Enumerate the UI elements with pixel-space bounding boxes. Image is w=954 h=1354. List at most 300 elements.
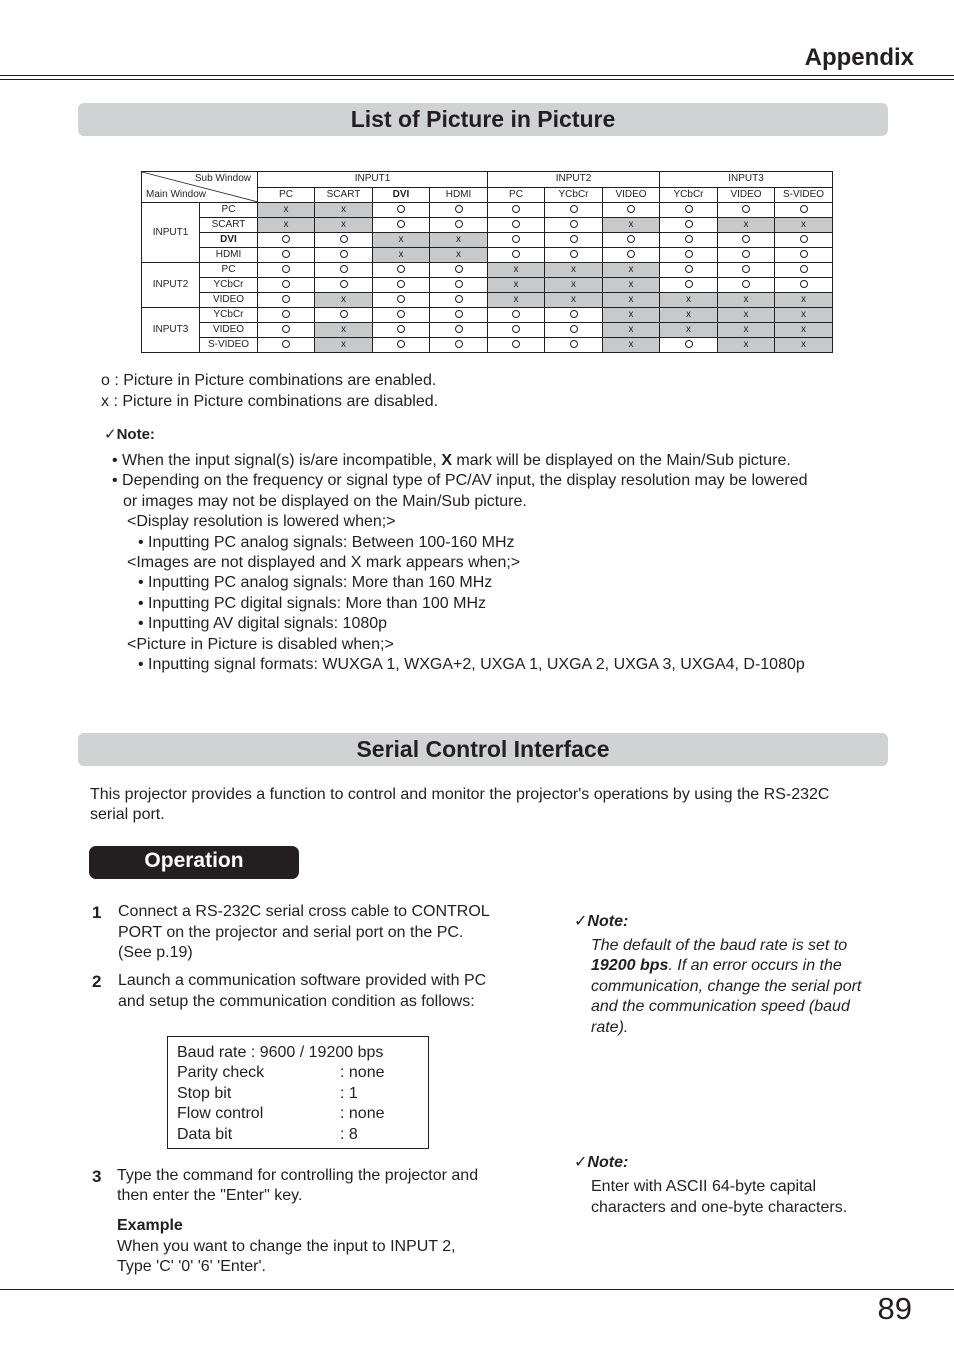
pip-cell — [660, 293, 718, 308]
step-number: 3 — [92, 1167, 102, 1186]
pip-cell — [660, 248, 718, 263]
circle-mark — [397, 265, 405, 273]
x-mark-bold: X — [441, 452, 452, 469]
pip-sub-group: INPUT3 — [660, 172, 833, 188]
setting-name: Flow control — [177, 1105, 264, 1122]
circle-mark — [455, 325, 463, 333]
pip-cell — [545, 263, 603, 278]
setting-value: : 1 — [340, 1085, 358, 1102]
serial-section-header: Serial Control Interface — [78, 733, 888, 766]
setting-name: Stop bit — [177, 1085, 232, 1102]
pip-sub-column: S-VIDEO — [775, 187, 833, 203]
pip-note-line: • Inputting AV digital signals: 1080p — [138, 615, 388, 632]
circle-mark — [800, 205, 808, 213]
pip-cell — [430, 248, 488, 263]
pip-note-line: • Inputting signal formats: WUXGA 1, WXGA+2, UXGA 1, UXGA 2, UXGA 3, UXGA4, D-1080p — [138, 656, 805, 673]
x-mark: x — [341, 339, 346, 350]
pip-sub-column: SCART — [315, 187, 373, 203]
circle-mark — [800, 265, 808, 273]
circle-mark — [455, 310, 463, 318]
pip-row — [142, 203, 833, 218]
x-mark: x — [513, 264, 519, 275]
pip-cell — [488, 248, 545, 263]
operation-heading: Operation — [89, 846, 299, 879]
pip-cell — [718, 278, 775, 293]
check-icon: ✓ — [574, 1154, 588, 1171]
pip-cell — [545, 218, 603, 233]
circle-mark — [570, 340, 578, 348]
pip-cell — [660, 233, 718, 248]
step-text: Connect a RS-232C serial cross cable to CONTROL — [118, 903, 490, 920]
pip-cell — [775, 308, 833, 323]
page-number: 89 — [877, 1291, 912, 1326]
pip-main-input: DVI — [200, 233, 258, 248]
circle-mark — [397, 325, 405, 333]
pip-cell — [315, 218, 373, 233]
circle-mark — [685, 235, 693, 243]
pip-cell — [373, 263, 430, 278]
pip-cell — [488, 278, 545, 293]
pip-cell — [660, 218, 718, 233]
x-mark: x — [628, 264, 634, 275]
pip-cell — [603, 263, 660, 278]
header-rule-bottom — [0, 79, 954, 80]
pip-cell — [258, 308, 315, 323]
x-mark: x — [628, 324, 634, 335]
serial-note1-line — [591, 956, 842, 977]
pip-cell — [775, 263, 833, 278]
pip-cell — [315, 248, 373, 263]
setting-value: : 8 — [340, 1126, 358, 1143]
step-text: Type the command for controlling the projector and — [117, 1167, 479, 1184]
pip-corner-cell — [142, 172, 258, 203]
x-mark: x — [398, 234, 404, 245]
pip-note-line — [112, 451, 791, 472]
pip-header-row — [142, 172, 833, 188]
x-mark: x — [341, 324, 346, 335]
circle-mark — [397, 220, 405, 228]
circle-mark — [455, 205, 463, 213]
pip-cell — [430, 338, 488, 353]
pip-cell — [488, 203, 545, 218]
pip-note-line: <Display resolution is lowered when;> — [127, 513, 396, 530]
circle-mark — [742, 280, 750, 288]
x-mark: x — [571, 264, 576, 275]
pip-row — [142, 323, 833, 338]
serial-note1-line: and the communication speed (baud — [591, 998, 850, 1015]
pip-sub-column: VIDEO — [603, 187, 660, 203]
step-text: and setup the communication condition as follows: — [118, 993, 475, 1010]
circle-mark — [627, 235, 635, 243]
serial-note2-line: Enter with ASCII 64-byte capital — [591, 1178, 816, 1195]
pip-cell — [718, 338, 775, 353]
comm-settings-box — [167, 1036, 429, 1149]
pip-cell — [660, 278, 718, 293]
pip-note-line: • Depending on the frequency or signal type of PC/AV input, the display resolution may be lowered — [112, 472, 808, 489]
circle-mark — [512, 340, 520, 348]
circle-mark — [282, 310, 290, 318]
serial-note2-line: characters and one-byte characters. — [591, 1199, 848, 1216]
pip-cell — [373, 338, 430, 353]
pip-cell — [775, 293, 833, 308]
pip-cell — [373, 233, 430, 248]
pip-row — [142, 293, 833, 308]
circle-mark — [742, 250, 750, 258]
circle-mark — [340, 250, 348, 258]
pip-cell — [373, 308, 430, 323]
pip-cell — [373, 278, 430, 293]
x-mark: x — [283, 204, 289, 215]
pip-cell — [488, 218, 545, 233]
pip-sub-group: INPUT1 — [258, 172, 488, 188]
pip-note-line: • Inputting PC analog signals: More than 160 MHz — [138, 574, 493, 591]
pip-note-line-post: mark will be displayed on the Main/Sub picture. — [451, 452, 791, 469]
x-mark: x — [743, 309, 749, 320]
circle-mark — [512, 310, 520, 318]
circle-mark — [512, 220, 520, 228]
corner-main-window: Main Window — [146, 189, 207, 200]
pip-cell — [603, 293, 660, 308]
pip-cell — [315, 263, 373, 278]
circle-mark — [282, 295, 290, 303]
serial-note1-heading — [574, 911, 628, 931]
pip-cell — [315, 278, 373, 293]
x-mark: x — [341, 204, 346, 215]
circle-mark — [742, 205, 750, 213]
x-mark: x — [801, 324, 806, 335]
circle-mark — [570, 220, 578, 228]
pip-main-input: S-VIDEO — [200, 338, 258, 353]
pip-cell — [258, 263, 315, 278]
pip-cell — [373, 218, 430, 233]
x-mark: x — [456, 234, 461, 245]
x-mark: x — [743, 294, 749, 305]
pip-cell — [545, 308, 603, 323]
pip-cell — [603, 323, 660, 338]
circle-mark — [512, 205, 520, 213]
pip-cell — [545, 203, 603, 218]
circle-mark — [282, 250, 290, 258]
step-text: (See p.19) — [118, 944, 193, 961]
circle-mark — [455, 295, 463, 303]
pip-sub-column: PC — [488, 187, 545, 203]
pip-cell — [775, 248, 833, 263]
pip-cell — [258, 278, 315, 293]
circle-mark — [455, 280, 463, 288]
pip-cell — [258, 323, 315, 338]
circle-mark — [397, 280, 405, 288]
x-mark: x — [628, 339, 634, 350]
x-mark: x — [513, 279, 519, 290]
pip-sub-column: DVI — [373, 187, 430, 203]
circle-mark — [340, 310, 348, 318]
setting-value: : none — [340, 1105, 385, 1122]
pip-cell — [430, 293, 488, 308]
pip-cell — [660, 203, 718, 218]
pip-cell — [718, 323, 775, 338]
pip-cell — [488, 338, 545, 353]
pip-cell — [488, 323, 545, 338]
x-mark: x — [628, 309, 634, 320]
pip-row — [142, 263, 833, 278]
pip-cell — [603, 233, 660, 248]
legend-enabled: o : Picture in Picture combinations are enabled. — [101, 372, 437, 389]
circle-mark — [340, 235, 348, 243]
pip-note-heading — [104, 425, 155, 443]
pip-cell — [660, 308, 718, 323]
step-text: PORT on the projector and serial port on the PC. — [118, 924, 464, 941]
pip-cell — [718, 293, 775, 308]
pip-sub-column: VIDEO — [718, 187, 775, 203]
pip-note-line-pre: • When the input signal(s) is/are incompatible, — [112, 452, 442, 469]
pip-cell — [258, 293, 315, 308]
section-title: Appendix — [804, 44, 914, 71]
pip-cell — [718, 308, 775, 323]
pip-cell — [373, 293, 430, 308]
footer-rule — [0, 1289, 954, 1290]
pip-table — [141, 171, 833, 353]
corner-sub-window: Sub Window — [194, 173, 251, 184]
circle-mark — [570, 205, 578, 213]
circle-mark — [685, 280, 693, 288]
x-mark: x — [283, 219, 289, 230]
setting-value: : none — [340, 1064, 385, 1081]
serial-note1-line-rest: . If an error occurs in the — [668, 957, 842, 974]
circle-mark — [570, 310, 578, 318]
circle-mark — [340, 265, 348, 273]
pip-row — [142, 233, 833, 248]
x-mark: x — [686, 324, 691, 335]
pip-cell — [430, 323, 488, 338]
pip-note-line: • Inputting PC analog signals: Between 100-160 MHz — [138, 534, 515, 551]
x-mark: x — [801, 219, 806, 230]
x-mark: x — [456, 249, 461, 260]
pip-cell — [545, 248, 603, 263]
pip-cell — [488, 293, 545, 308]
circle-mark — [685, 220, 693, 228]
pip-row — [142, 248, 833, 263]
pip-sub-column: HDMI — [430, 187, 488, 203]
pip-main-group: INPUT1 — [142, 203, 200, 263]
pip-main-input: PC — [200, 263, 258, 278]
circle-mark — [512, 325, 520, 333]
pip-main-input: YCbCr — [200, 308, 258, 323]
pip-note-heading-text: Note: — [116, 426, 155, 443]
pip-cell — [488, 308, 545, 323]
pip-cell — [373, 323, 430, 338]
pip-cell — [430, 233, 488, 248]
pip-cell — [373, 203, 430, 218]
circle-mark — [397, 340, 405, 348]
check-icon: ✓ — [574, 913, 588, 930]
serial-note1-heading-text: Note: — [587, 913, 629, 930]
pip-main-input: YCbCr — [200, 278, 258, 293]
circle-mark — [627, 250, 635, 258]
circle-mark — [685, 250, 693, 258]
circle-mark — [570, 235, 578, 243]
check-icon: ✓ — [104, 426, 117, 443]
pip-cell — [603, 308, 660, 323]
pip-main-input: PC — [200, 203, 258, 218]
x-mark: x — [801, 339, 806, 350]
pip-cell — [545, 278, 603, 293]
pip-main-input: VIDEO — [200, 293, 258, 308]
circle-mark — [340, 280, 348, 288]
pip-cell — [775, 323, 833, 338]
circle-mark — [742, 265, 750, 273]
pip-corner — [142, 172, 257, 202]
x-mark: x — [686, 309, 691, 320]
circle-mark — [282, 265, 290, 273]
step-text: Launch a communication software provided with PC — [118, 972, 487, 989]
pip-cell — [660, 263, 718, 278]
circle-mark — [455, 340, 463, 348]
legend-disabled: x : Picture in Picture combinations are disabled. — [101, 393, 439, 410]
pip-row — [142, 278, 833, 293]
serial-intro-line: This projector provides a function to control and monitor the projector's operations by using the RS-232C — [90, 786, 830, 803]
circle-mark — [282, 325, 290, 333]
pip-main-input: HDMI — [200, 248, 258, 263]
pip-cell — [488, 263, 545, 278]
x-mark: x — [398, 249, 404, 260]
pip-main-input: VIDEO — [200, 323, 258, 338]
pip-cell — [603, 338, 660, 353]
pip-cell — [660, 338, 718, 353]
pip-cell — [430, 308, 488, 323]
serial-note1-line: The default of the baud rate is set to — [591, 937, 848, 954]
pip-row — [142, 308, 833, 323]
pip-sub-column: PC — [258, 187, 315, 203]
pip-cell — [775, 338, 833, 353]
circle-mark — [397, 205, 405, 213]
pip-cell — [775, 218, 833, 233]
serial-note1-line: rate). — [591, 1019, 629, 1036]
pip-sub-column: YCbCr — [660, 187, 718, 203]
x-mark: x — [571, 279, 576, 290]
pip-note-line: • Inputting PC digital signals: More than 100 MHz — [138, 595, 486, 612]
baud-default-bold: 19200 bps — [591, 957, 669, 974]
pip-row — [142, 338, 833, 353]
example-heading: Example — [117, 1217, 183, 1234]
pip-cell — [603, 248, 660, 263]
pip-cell — [718, 218, 775, 233]
pip-sub-column: YCbCr — [545, 187, 603, 203]
serial-intro-line: serial port. — [90, 806, 165, 823]
pip-cell — [775, 233, 833, 248]
pip-cell — [430, 263, 488, 278]
pip-cell — [718, 263, 775, 278]
pip-cell — [315, 323, 373, 338]
pip-cell — [603, 278, 660, 293]
pip-cell — [258, 203, 315, 218]
pip-cell — [718, 233, 775, 248]
circle-mark — [685, 340, 693, 348]
pip-cell — [430, 203, 488, 218]
pip-cell — [258, 338, 315, 353]
pip-cell — [718, 248, 775, 263]
pip-cell — [775, 278, 833, 293]
pip-cell — [315, 308, 373, 323]
example-line: When you want to change the input to INPUT 2, — [117, 1238, 456, 1255]
pip-cell — [315, 293, 373, 308]
pip-cell — [430, 218, 488, 233]
x-mark: x — [341, 219, 346, 230]
pip-main-group: INPUT2 — [142, 263, 200, 308]
step-text: then enter the "Enter" key. — [117, 1187, 303, 1204]
step-number: 2 — [92, 972, 102, 991]
pip-cell — [545, 338, 603, 353]
pip-section-header: List of Picture in Picture — [78, 103, 888, 136]
pip-cell — [775, 203, 833, 218]
x-mark: x — [571, 294, 576, 305]
x-mark: x — [801, 294, 806, 305]
pip-cell — [603, 203, 660, 218]
pip-main-input: SCART — [200, 218, 258, 233]
pip-cell — [315, 233, 373, 248]
circle-mark — [397, 295, 405, 303]
circle-mark — [512, 250, 520, 258]
pip-cell — [315, 338, 373, 353]
setting-name: Data bit — [177, 1126, 233, 1143]
x-mark: x — [686, 294, 691, 305]
step-number: 1 — [92, 903, 102, 922]
x-mark: x — [743, 339, 749, 350]
pip-note-line: <Picture in Picture is disabled when;> — [127, 636, 394, 653]
pip-cell — [603, 218, 660, 233]
header-rule-top — [0, 75, 954, 76]
x-mark: x — [628, 219, 634, 230]
pip-note-line: or images may not be displayed on the Main/Sub picture. — [123, 493, 527, 510]
circle-mark — [282, 280, 290, 288]
pip-cell — [545, 293, 603, 308]
circle-mark — [570, 250, 578, 258]
x-mark: x — [628, 279, 634, 290]
serial-note2-heading-text: Note: — [587, 1154, 629, 1171]
circle-mark — [282, 340, 290, 348]
setting-name: Parity check — [177, 1064, 265, 1081]
serial-note2-heading — [574, 1152, 628, 1172]
pip-note-line: <Images are not displayed and X mark appears when;> — [127, 554, 521, 571]
pip-cell — [315, 203, 373, 218]
pip-cell — [545, 233, 603, 248]
pip-cell — [258, 218, 315, 233]
pip-cell — [430, 278, 488, 293]
x-mark: x — [628, 294, 634, 305]
circle-mark — [685, 205, 693, 213]
x-mark: x — [341, 294, 346, 305]
pip-cell — [718, 203, 775, 218]
example-line: Type 'C' '0' '6' 'Enter'. — [117, 1258, 266, 1275]
pip-cell — [660, 323, 718, 338]
circle-mark — [742, 235, 750, 243]
pip-cell — [258, 248, 315, 263]
circle-mark — [282, 235, 290, 243]
pip-cell — [373, 248, 430, 263]
circle-mark — [685, 265, 693, 273]
circle-mark — [800, 235, 808, 243]
serial-note1-line: communication, change the serial port — [591, 978, 862, 995]
circle-mark — [512, 235, 520, 243]
circle-mark — [455, 265, 463, 273]
circle-mark — [800, 250, 808, 258]
x-mark: x — [743, 324, 749, 335]
circle-mark — [455, 220, 463, 228]
setting-name: Baud rate : 9600 / 19200 bps — [177, 1044, 384, 1061]
pip-main-group: INPUT3 — [142, 308, 200, 353]
pip-cell — [258, 233, 315, 248]
x-mark: x — [743, 219, 749, 230]
pip-cell — [545, 323, 603, 338]
